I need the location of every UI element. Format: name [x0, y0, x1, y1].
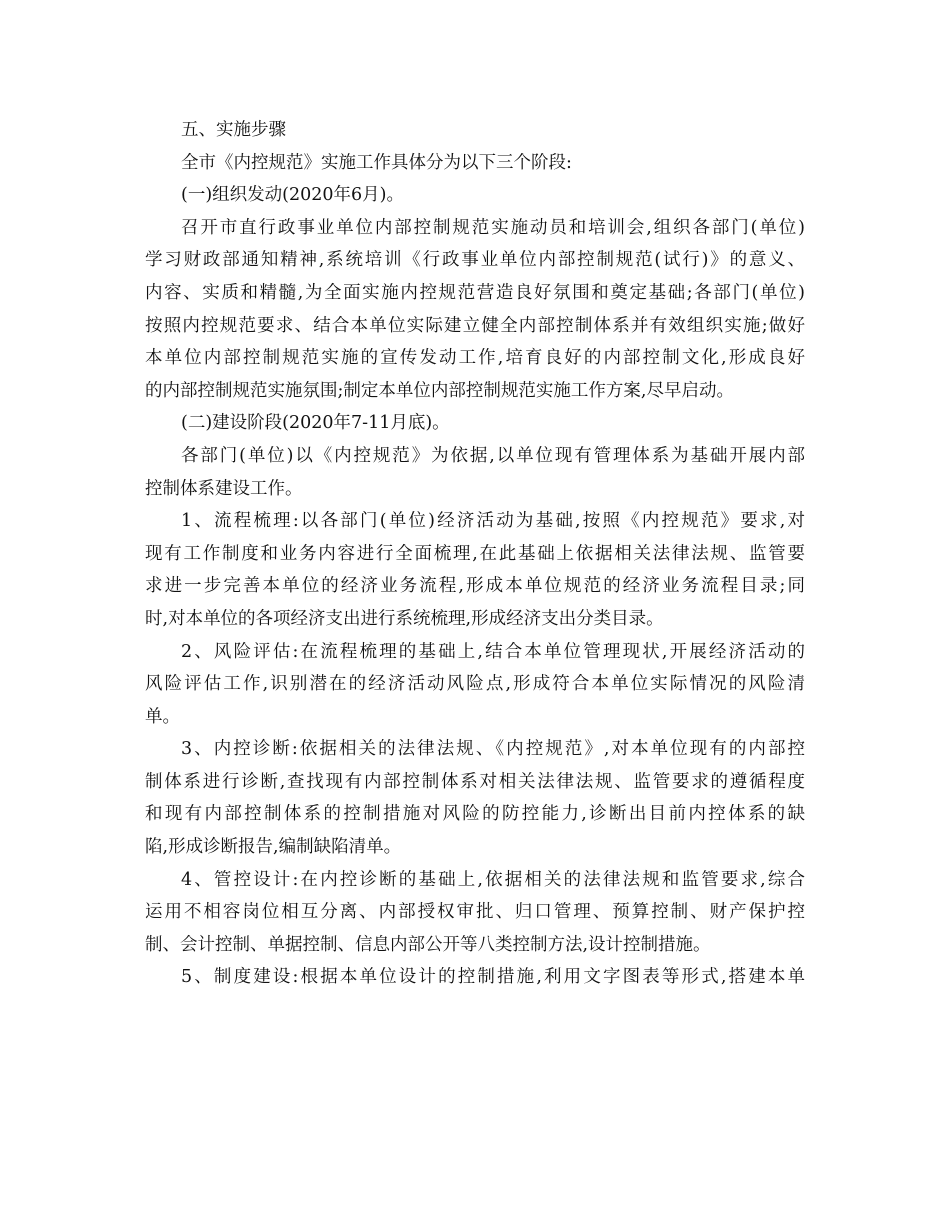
paragraph-line: 各部门(单位)以《内控规范》为依据,以单位现有管理体系为基础开展内部: [181, 445, 805, 466]
list-item-line: 5、制度建设:根据本单位设计的控制措施,利用文字图表等形式,搭建本单: [181, 967, 805, 988]
list-item-line: 运用不相容岗位相互分离、内部授权审批、归口管理、预算控制、财产保护控: [145, 902, 805, 923]
list-item-line: 1、流程梳理:以各部门(单位)经济活动为基础,按照《内控规范》要求,对: [181, 511, 805, 532]
paragraph-line: 内容、实质和精髓,为全面实施内控规范营造良好氛围和奠定基础;各部门(单位): [145, 282, 805, 303]
paragraph-line: 本单位内部控制规范实施的宣传发动工作,培育良好的内部控制文化,形成良好: [145, 348, 805, 369]
list-item-line: 现有工作制度和业务内容进行全面梳理,在此基础上依据相关法律法规、监管要: [145, 543, 805, 564]
list-item-line: 制体系进行诊断,查找现有内部控制体系对相关法律法规、监管要求的遵循程度: [145, 771, 805, 792]
paragraph-line: 学习财政部通知精神,系统培训《行政事业单位内部控制规范(试行)》的意义、: [145, 250, 805, 271]
list-item-line: 和现有内部控制体系的控制措施对风险的防控能力,诊断出目前内控体系的缺: [145, 804, 805, 825]
list-item-line: 2、风险评估:在流程梳理的基础上,结合本单位管理现状,开展经济活动的: [181, 641, 805, 662]
list-item-line: 3、内控诊断:依据相关的法律法规、《内控规范》,对本单位现有的内部控: [181, 739, 805, 760]
paragraph-line: 的内部控制规范实施氛围;制定本单位内部控制规范实施工作方案,尽早启动。: [145, 380, 734, 401]
list-item-line: 制、会计控制、单据控制、信息内部公开等八类控制方法,设计控制措施。: [145, 934, 711, 955]
paragraph-line: 按照内控规范要求、结合本单位实际建立健全内部控制体系并有效组织实施;做好: [145, 315, 805, 336]
paragraph-line: 全市《内控规范》实施工作具体分为以下三个阶段:: [181, 152, 572, 173]
paragraph-line: 召开市直行政事业单位内部控制规范实施动员和培训会,组织各部门(单位): [181, 217, 805, 238]
list-item-line: 时,对本单位的各项经济支出进行系统梳理,形成经济支出分类目录。: [145, 608, 664, 629]
list-item-line: 陷,形成诊断报告,编制缺陷清单。: [145, 837, 402, 858]
list-item-line: 求进一步完善本单位的经济业务流程,形成本单位规范的经济业务流程目录;同: [145, 576, 805, 597]
subsection-heading: (一)组织发动(2020年6月)。: [181, 185, 404, 206]
list-item-line: 4、管控设计:在内控诊断的基础上,依据相关的法律法规和监管要求,综合: [181, 869, 805, 890]
section-heading: 五、实施步骤: [181, 120, 286, 140]
subsection-heading: (二)建设阶段(2020年7-11月底)。: [181, 413, 450, 434]
paragraph-line: 控制体系建设工作。: [145, 478, 303, 499]
list-item-line: 单。: [145, 706, 180, 727]
list-item-line: 风险评估工作,识别潜在的经济活动风险点,形成符合本单位实际情况的风险清: [145, 674, 805, 695]
document-body: [145, 114, 805, 994]
